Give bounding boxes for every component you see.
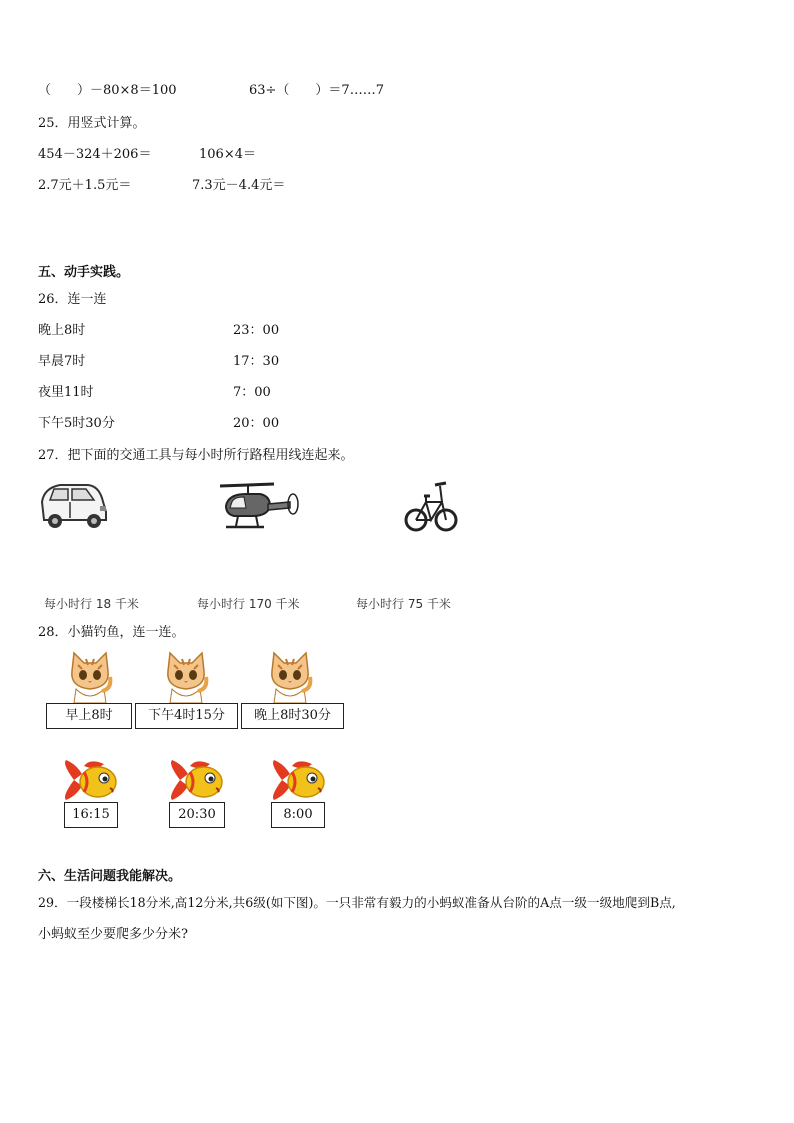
question-29-text: 29．一段楼梯长18分米,高12分米,共6级(如下图)。一只非常有毅力的小蚂蚁准备从台阶的A点一级一级地爬到B点, [38,895,676,910]
cat-time-box: 早上8时 [46,703,132,729]
calc-expression-4: 7.3元－4.4元＝ [192,178,286,193]
bicycle-icon [404,476,458,538]
time-label-right: 20：00 [233,416,280,431]
time-label-right: 23：00 [233,323,280,338]
fish-time-box: 16:15 [64,802,118,828]
cat-time-box: 下午4时15分 [135,703,238,729]
cat-icon [266,651,314,703]
section-6-heading: 六、生活问题我能解决。 [38,869,182,884]
fish-icon [166,758,226,802]
fish-icon [60,758,120,802]
question-28-title: 28．小猫钓鱼，连一连。 [38,625,185,640]
question-25-title: 25．用竖式计算。 [38,116,146,131]
question-26-title: 26．连一连 [38,292,107,307]
question-29-text-cont: 小蚂蚁至少要爬多少分米? [38,927,188,942]
time-label-left: 晚上8时 [38,323,86,338]
cat-time-box: 晚上8时30分 [241,703,344,729]
calc-expression-3: 2.7元＋1.5元＝ [38,178,132,193]
helicopter-icon [218,478,300,536]
speed-label: 每小时行 75 千米 [356,597,451,611]
time-label-left: 早晨7时 [38,354,86,369]
calc-expression-1: 454－324＋206＝ [38,147,152,162]
section-5-heading: 五、动手实践。 [38,265,130,280]
time-label-left: 下午5时30分 [38,416,115,431]
question-27-title: 27．把下面的交通工具与每小时所行路程用线连起来。 [38,448,354,463]
time-label-left: 夜里11时 [38,385,94,400]
speed-label: 每小时行 170 千米 [197,597,300,611]
cat-icon [162,651,210,703]
fish-time-box: 8:00 [271,802,325,828]
equation-blank-2: 63÷（ ）＝7……7 [249,83,384,98]
time-label-right: 7：00 [233,385,271,400]
calc-expression-2: 106×4＝ [199,147,256,162]
equation-blank-1: （ ）－80×8＝100 [38,83,177,98]
fish-time-box: 20:30 [169,802,225,828]
fish-icon [268,758,328,802]
time-label-right: 17：30 [233,354,280,369]
speed-label: 每小时行 18 千米 [44,597,139,611]
cat-icon [66,651,114,703]
car-icon [38,480,110,530]
